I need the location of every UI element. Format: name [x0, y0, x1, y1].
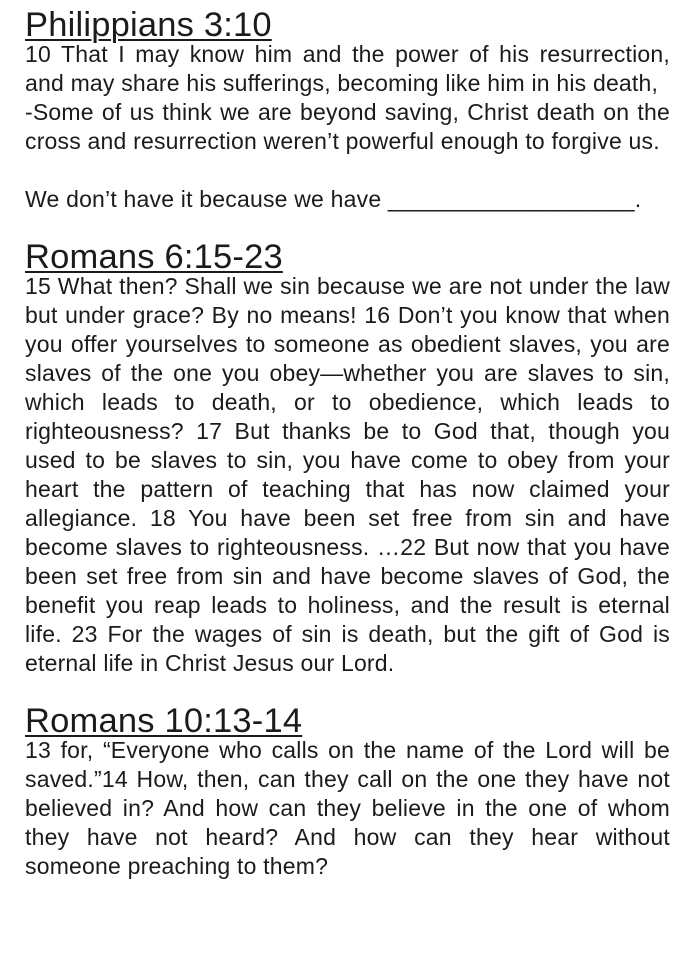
verse-text-romans-10: 13 for, “Everyone who calls on the name of the Lord will be saved.”14 How, then, can they call on the one they have not believed in? And how can they believe in the one of whom they have not heard? And how can they hear without someone preaching to them?	[25, 737, 670, 879]
heading-philippians-3-10: Philippians 3:10	[25, 6, 272, 44]
section-romans-10-13-14	[25, 702, 670, 881]
blank-line	[25, 156, 670, 185]
heading-romans-6-15-23: Romans 6:15-23	[25, 238, 283, 276]
verse-text-romans-6: 15 What then? Shall we sin because we are not under the law but under grace? By no means! 16 Don’t you know that when you offer yourselves to someone as obedient slaves, you are slaves of the one you obey—whether you are slaves to sin, which leads to death, or to obedience, which leads to righteousness? 17 But thanks be to God that, though you used to be slaves to sin, you have come to obey from your heart the pattern of teaching that has now claimed your allegiance. 18 You have been set free from sin and have become slaves to righteousness. …22 But now that you have been set free from sin and have become slaves of God, the benefit you reap leads to holiness, and the result is eternal life. 23 For the wages of sin is death, but the gift of God is eternal life in Christ Jesus our Lord.	[25, 273, 670, 676]
commentary-text-philippians: -Some of us think we are beyond saving, Christ death on the cross and resurrection weren’t powerful enough to forgive us.	[25, 99, 670, 154]
verse-text-philippians: 10 That I may know him and the power of his resurrection, and may share his sufferings, becoming like him in his death,	[25, 41, 670, 96]
fill-in-blank-sentence: We don’t have it because we have ___________________.	[25, 186, 642, 212]
section-romans-6-15-23	[25, 238, 670, 678]
section-philippians-3-10	[25, 6, 670, 156]
heading-romans-10-13-14: Romans 10:13-14	[25, 702, 303, 740]
